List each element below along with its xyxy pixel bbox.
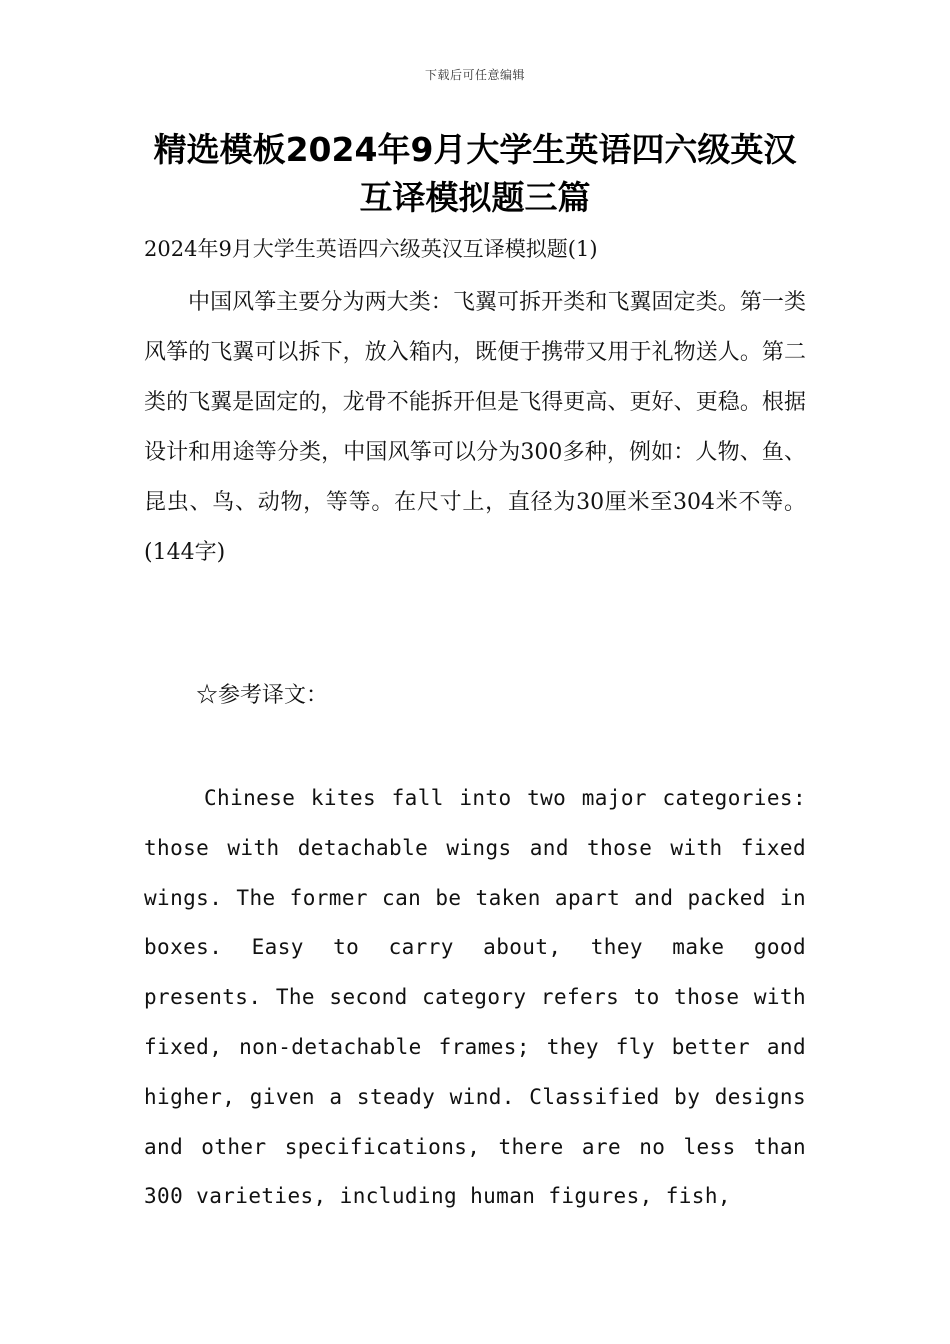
reference-translation-label: ☆参考译文： <box>196 683 329 708</box>
document-title: 精选模板2024年9月大学生英语四六级英汉互译模拟题三篇 <box>153 130 797 217</box>
chinese-paragraph: 中国风筝主要分为两大类：飞翼可拆开类和飞翼固定类。第一类风筝的飞翼可以拆下，放入箱内，既便于携带又用于礼物送人。第二类的飞翼是固定的，龙骨不能拆开但是飞得更高、更好、更稳。根据设计和用途等分类，中国风筝可以分为300多种，例如：人物、鱼、昆虫、鸟、动物，等等。在尺寸上，直径为30厘米至304米不等。(144字) <box>144 290 806 565</box>
header-note: 下载后可任意编辑 <box>424 68 525 82</box>
english-translation-paragraph: Chinese kites fall into two major categories: those with detachable wings and those with fixed wings. The former can be taken apart and packed in boxes. Easy to carry about, they make good presents. The second category refers to those with fixed, non-detachable frames; they fly better and higher, given a steady wind. Classified by designs and other specifications, there are no less than 300 varieties, including human figures, fish, <box>144 786 806 1209</box>
section-heading: 2024年9月大学生英语四六级英汉互译模拟题(1) <box>144 237 598 261</box>
